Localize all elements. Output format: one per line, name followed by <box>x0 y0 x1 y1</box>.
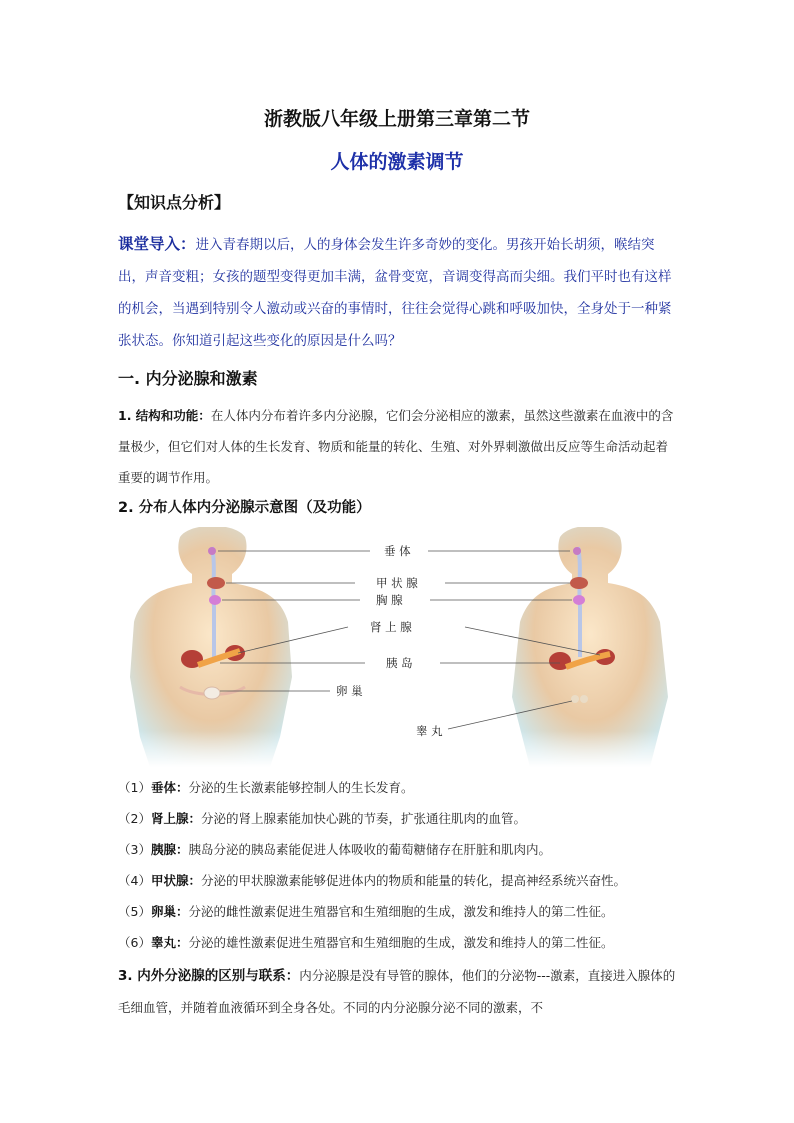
list-item: （3）胰腺：胰岛分泌的胰岛素能促进人体吸收的葡萄糖储存在肝脏和肌肉内。 <box>118 842 551 857</box>
label-adrenal: 肾 上 腺 <box>370 620 412 634</box>
section1-heading: 一. 内分泌腺和激素 <box>118 369 258 388</box>
list-item: （6）睾丸：分泌的雄性激素促进生殖器官和生殖细胞的生成，激发和维持人的第二性征。 <box>118 935 614 950</box>
list-item: （2）肾上腺：分泌的肾上腺素能加快心跳的节奏，扩张通往肌肉的血管。 <box>118 811 526 826</box>
endocrine-diagram <box>120 527 675 767</box>
structure-paragraph <box>118 400 678 493</box>
intro-text: 进入青春期以后，人的身体会发生许多奇妙的变化。男孩开始长胡须，喉结突出，声音变粗；女孩的题型变得更加丰满，盆骨变宽，音调变得高而尖细。我们平时也有这样的机会，当遇到特别令人激动或兴奋的事情时，往往会觉得心跳和呼吸加快，全身处于一种紧张状态。你知道引起这些变化的原因是什么吗？ <box>118 237 672 349</box>
section3-text: 内分泌腺是没有导管的腺体，他们的分泌物---激素，直接进入腺体的毛细血管，并随着血液循环到全身各处。不同的内分泌腺分泌不同的激素，不 <box>118 968 676 1015</box>
label-ovary: 卵 巢 <box>336 684 363 698</box>
intro-lead: 课堂导入： <box>118 235 196 253</box>
list-item: （5）卵巢：分泌的雌性激素促进生殖器官和生殖细胞的生成，激发和维持人的第二性征。 <box>118 904 614 919</box>
label-pituitary: 垂 体 <box>384 544 411 558</box>
intro-paragraph <box>118 228 678 357</box>
label-pancreas: 胰 岛 <box>386 656 413 670</box>
document-subtitle: 人体的激素调节 <box>330 151 464 173</box>
section3-lead: 3. 内外分泌腺的区别与联系： <box>118 968 300 984</box>
label-testis: 睾 丸 <box>416 724 443 738</box>
document-title: 浙教版八年级上册第三章第二节 <box>263 108 530 130</box>
section3-paragraph <box>118 960 678 1023</box>
list-item: （1）垂体：分泌的生长激素能够控制人的生长发育。 <box>118 780 414 795</box>
structure-text: 在人体内分布着许多内分泌腺，它们会分泌相应的激素，虽然这些激素在血液中的含量极少，但它们对人体的生长发育、物质和能量的转化、生殖、对外界刺激做出反应等生命活动起着重要的调节作用。 <box>118 408 674 485</box>
knowledge-heading: 【知识点分析】 <box>118 193 231 212</box>
label-thymus: 胸 腺 <box>376 593 403 607</box>
list-item: （4）甲状腺：分泌的甲状腺激素能够促进体内的物质和能量的转化，提高神经系统兴奋性。 <box>118 873 626 888</box>
structure-lead: 1. 结构和功能： <box>118 408 211 423</box>
label-thyroid: 甲 状 腺 <box>376 576 418 590</box>
diagram-heading: 2. 分布人体内分泌腺示意图（及功能） <box>118 500 371 516</box>
function-list <box>118 772 688 958</box>
